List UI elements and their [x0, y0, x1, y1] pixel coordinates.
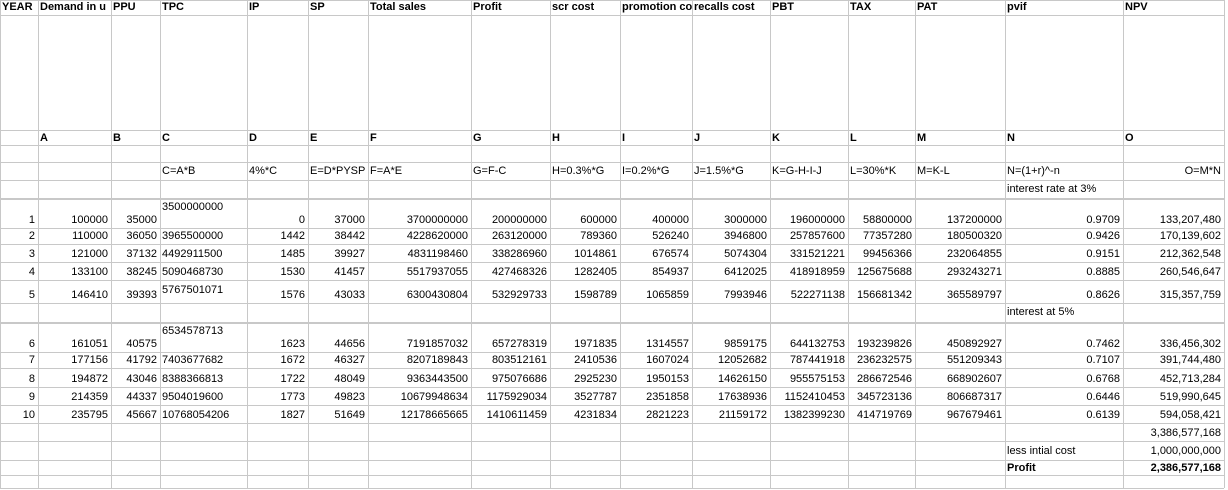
- data-cell[interactable]: 7191857032: [406, 338, 468, 350]
- data-cell[interactable]: 519,990,645: [1159, 391, 1221, 403]
- data-cell[interactable]: 177156: [71, 354, 108, 366]
- data-cell[interactable]: 365589797: [946, 289, 1002, 301]
- header-cell[interactable]: SP: [310, 1, 325, 13]
- data-cell[interactable]: 644132753: [789, 338, 845, 350]
- data-cell[interactable]: 236232575: [856, 354, 912, 366]
- data-cell[interactable]: 3965500000: [162, 230, 224, 242]
- column-letter-cell[interactable]: K: [772, 132, 780, 144]
- column-letter-cell[interactable]: J: [694, 132, 701, 144]
- data-cell[interactable]: 125675688: [856, 266, 912, 278]
- data-cell[interactable]: 133,207,480: [1159, 214, 1221, 226]
- data-cell[interactable]: 551209343: [946, 354, 1002, 366]
- data-cell[interactable]: 0.7107: [1086, 354, 1120, 366]
- data-cell[interactable]: 5: [28, 289, 35, 301]
- data-cell[interactable]: 235795: [71, 409, 108, 421]
- data-cell[interactable]: 2821223: [646, 409, 689, 421]
- interest-label[interactable]: interest at 5%: [1007, 306, 1075, 318]
- data-cell[interactable]: 110000: [72, 230, 108, 242]
- total-npv-cell[interactable]: 3,386,577,168: [1150, 427, 1221, 439]
- data-cell[interactable]: 6300430804: [406, 289, 468, 301]
- data-cell[interactable]: 1598789: [574, 289, 617, 301]
- data-cell[interactable]: 12052682: [718, 354, 767, 366]
- data-cell[interactable]: 1152410453: [784, 391, 845, 403]
- formula-cell[interactable]: M=K-L: [917, 165, 950, 177]
- data-cell[interactable]: 427468326: [491, 266, 547, 278]
- formula-cell[interactable]: N=(1+r)^-n: [1007, 165, 1060, 177]
- data-cell[interactable]: 170,139,602: [1159, 230, 1221, 242]
- column-letter-cell[interactable]: L: [850, 132, 857, 144]
- data-cell[interactable]: 452,713,284: [1159, 373, 1221, 385]
- data-cell[interactable]: 4: [28, 266, 35, 278]
- formula-cell[interactable]: F=A*E: [370, 165, 403, 177]
- data-cell[interactable]: 4231834: [574, 409, 617, 421]
- data-cell[interactable]: 212,362,548: [1159, 248, 1221, 260]
- column-letter-cell[interactable]: D: [249, 132, 257, 144]
- data-cell[interactable]: 806687317: [946, 391, 1002, 403]
- data-cell[interactable]: 232064855: [946, 248, 1002, 260]
- data-cell[interactable]: 2410536: [574, 354, 617, 366]
- data-cell[interactable]: 1971835: [574, 338, 617, 350]
- data-cell[interactable]: 0.6139: [1086, 409, 1120, 421]
- formula-cell[interactable]: G=F-C: [473, 165, 507, 177]
- data-cell[interactable]: 1623: [280, 338, 305, 350]
- data-cell[interactable]: 77357280: [863, 230, 912, 242]
- data-cell[interactable]: 37132: [126, 248, 157, 260]
- data-cell[interactable]: 1282405: [574, 266, 617, 278]
- formula-cell[interactable]: 4%*C: [249, 165, 278, 177]
- data-cell[interactable]: 1530: [280, 266, 305, 278]
- data-cell[interactable]: 35000: [126, 214, 157, 226]
- data-cell[interactable]: 803512161: [491, 354, 547, 366]
- data-cell[interactable]: 180500320: [946, 230, 1002, 242]
- data-cell[interactable]: 0.6768: [1086, 373, 1120, 385]
- data-cell[interactable]: 345723136: [856, 391, 912, 403]
- data-cell[interactable]: 0.8626: [1086, 289, 1120, 301]
- formula-cell[interactable]: I=0.2%*G: [622, 165, 670, 177]
- data-cell[interactable]: 1314557: [646, 338, 689, 350]
- data-cell[interactable]: 657278319: [491, 338, 547, 350]
- data-cell[interactable]: 7403677682: [162, 354, 224, 366]
- data-cell[interactable]: 3946800: [724, 230, 767, 242]
- data-cell[interactable]: 257857600: [789, 230, 845, 242]
- data-cell[interactable]: 0: [298, 214, 305, 226]
- data-cell[interactable]: 315,357,759: [1159, 289, 1221, 301]
- formula-cell[interactable]: K=G-H-I-J: [772, 165, 822, 177]
- data-cell[interactable]: 5767501071: [162, 284, 224, 296]
- data-cell[interactable]: 2351858: [646, 391, 689, 403]
- data-cell[interactable]: 975076686: [491, 373, 547, 385]
- data-cell[interactable]: 1672: [280, 354, 305, 366]
- data-cell[interactable]: 39393: [126, 289, 157, 301]
- data-cell[interactable]: 522271138: [790, 289, 845, 301]
- data-cell[interactable]: 293243271: [946, 266, 1002, 278]
- data-cell[interactable]: 1827: [280, 409, 305, 421]
- column-letter-cell[interactable]: F: [370, 132, 377, 144]
- data-cell[interactable]: 39927: [334, 248, 365, 260]
- interest-label[interactable]: interest rate at 3%: [1007, 183, 1097, 195]
- data-cell[interactable]: 9363443500: [406, 373, 468, 385]
- data-cell[interactable]: 44656: [334, 338, 365, 350]
- data-cell[interactable]: 1773: [280, 391, 305, 403]
- column-letter-cell[interactable]: I: [622, 132, 626, 144]
- data-cell[interactable]: 214359: [71, 391, 108, 403]
- data-cell[interactable]: 7993946: [724, 289, 767, 301]
- data-cell[interactable]: 10679948634: [400, 391, 468, 403]
- data-cell[interactable]: 38245: [126, 266, 157, 278]
- data-cell[interactable]: 200000000: [491, 214, 547, 226]
- data-cell[interactable]: 336,456,302: [1159, 338, 1221, 350]
- data-cell[interactable]: 263120000: [491, 230, 547, 242]
- data-cell[interactable]: 1442: [280, 230, 305, 242]
- header-cell[interactable]: promotion co: [622, 1, 693, 13]
- data-cell[interactable]: 331521221: [789, 248, 845, 260]
- data-cell[interactable]: 5090468730: [162, 266, 224, 278]
- data-cell[interactable]: 4492911500: [162, 248, 223, 260]
- formula-cell[interactable]: O=M*N: [1184, 165, 1221, 177]
- data-cell[interactable]: 1485: [280, 248, 305, 260]
- data-cell[interactable]: 14626150: [718, 373, 767, 385]
- header-cell[interactable]: Profit: [473, 1, 502, 13]
- column-letter-cell[interactable]: O: [1125, 132, 1134, 144]
- data-cell[interactable]: 0.9426: [1086, 230, 1120, 242]
- formula-cell[interactable]: C=A*B: [162, 165, 196, 177]
- data-cell[interactable]: 526240: [652, 230, 689, 242]
- data-cell[interactable]: 3527787: [574, 391, 617, 403]
- data-cell[interactable]: 3: [28, 248, 35, 260]
- data-cell[interactable]: 3500000000: [162, 201, 224, 213]
- data-cell[interactable]: 286672546: [856, 373, 912, 385]
- data-cell[interactable]: 133100: [71, 266, 108, 278]
- data-cell[interactable]: 0.9151: [1086, 248, 1120, 260]
- data-cell[interactable]: 99456366: [863, 248, 912, 260]
- formula-cell[interactable]: J=1.5%*G: [694, 165, 744, 177]
- data-cell[interactable]: 9504019600: [162, 391, 224, 403]
- data-cell[interactable]: 45667: [126, 409, 157, 421]
- less-cost-label[interactable]: less intial cost: [1007, 445, 1076, 457]
- column-letter-cell[interactable]: B: [113, 132, 121, 144]
- data-cell[interactable]: 668902607: [946, 373, 1002, 385]
- data-cell[interactable]: 43033: [334, 289, 365, 301]
- data-cell[interactable]: 4831198460: [407, 248, 468, 260]
- data-cell[interactable]: 787441918: [789, 354, 845, 366]
- data-cell[interactable]: 789360: [580, 230, 617, 242]
- header-cell[interactable]: TPC: [162, 1, 184, 13]
- data-cell[interactable]: 194872: [71, 373, 108, 385]
- data-cell[interactable]: 58800000: [863, 214, 912, 226]
- data-cell[interactable]: 9: [28, 391, 35, 403]
- data-cell[interactable]: 3700000000: [406, 214, 468, 226]
- data-cell[interactable]: 37000: [334, 214, 365, 226]
- data-cell[interactable]: 391,744,480: [1159, 354, 1221, 366]
- data-cell[interactable]: 450892927: [946, 338, 1002, 350]
- header-cell[interactable]: Total sales: [370, 1, 427, 13]
- data-cell[interactable]: 41457: [334, 266, 365, 278]
- data-cell[interactable]: 10: [22, 409, 35, 421]
- column-letter-cell[interactable]: N: [1007, 132, 1015, 144]
- data-cell[interactable]: 40575: [126, 338, 157, 350]
- formula-cell[interactable]: H=0.3%*G: [552, 165, 605, 177]
- header-cell[interactable]: PBT: [772, 1, 794, 13]
- data-cell[interactable]: 38442: [334, 230, 365, 242]
- data-cell[interactable]: 2: [28, 230, 35, 242]
- data-cell[interactable]: 43046: [126, 373, 157, 385]
- data-cell[interactable]: 5074304: [724, 248, 767, 260]
- header-cell[interactable]: TAX: [850, 1, 872, 13]
- data-cell[interactable]: 418918959: [789, 266, 845, 278]
- column-letter-cell[interactable]: A: [40, 132, 48, 144]
- less-cost-value[interactable]: 1,000,000,000: [1150, 445, 1221, 457]
- data-cell[interactable]: 193239826: [856, 338, 912, 350]
- data-cell[interactable]: 9859175: [724, 338, 767, 350]
- data-cell[interactable]: 4228620000: [406, 230, 468, 242]
- data-cell[interactable]: 1950153: [646, 373, 689, 385]
- data-cell[interactable]: 8207189843: [406, 354, 468, 366]
- header-cell[interactable]: IP: [249, 1, 260, 13]
- data-cell[interactable]: 1576: [280, 289, 305, 301]
- header-cell[interactable]: Demand in u: [40, 1, 107, 13]
- data-cell[interactable]: 8388366813: [162, 373, 224, 385]
- data-cell[interactable]: 46327: [334, 354, 365, 366]
- data-cell[interactable]: 1607024: [646, 354, 689, 366]
- data-cell[interactable]: 121000: [71, 248, 108, 260]
- column-letter-cell[interactable]: E: [310, 132, 318, 144]
- data-cell[interactable]: 0.9709: [1086, 214, 1120, 226]
- data-cell[interactable]: 51649: [334, 409, 365, 421]
- profit-value[interactable]: 2,386,577,168: [1150, 462, 1221, 474]
- data-cell[interactable]: 100000: [71, 214, 108, 226]
- data-cell[interactable]: 0.8885: [1086, 266, 1120, 278]
- data-cell[interactable]: 6412025: [724, 266, 767, 278]
- data-cell[interactable]: 1410611459: [486, 409, 547, 421]
- data-cell[interactable]: 338286960: [491, 248, 547, 260]
- data-cell[interactable]: 161051: [71, 338, 108, 350]
- data-cell[interactable]: 137200000: [946, 214, 1002, 226]
- column-letter-cell[interactable]: C: [162, 132, 170, 144]
- header-cell[interactable]: pvif: [1007, 1, 1027, 13]
- data-cell[interactable]: 400000: [652, 214, 689, 226]
- data-cell[interactable]: 21159172: [718, 409, 767, 421]
- data-cell[interactable]: 2925230: [574, 373, 617, 385]
- data-cell[interactable]: 1014861: [574, 248, 617, 260]
- data-cell[interactable]: 0.7462: [1086, 338, 1120, 350]
- data-cell[interactable]: 146410: [71, 289, 108, 301]
- data-cell[interactable]: 156681342: [856, 289, 912, 301]
- data-cell[interactable]: 6: [28, 338, 35, 350]
- data-cell[interactable]: 1722: [280, 373, 305, 385]
- column-letter-cell[interactable]: M: [917, 132, 927, 144]
- data-cell[interactable]: 10768054206: [162, 409, 230, 421]
- data-cell[interactable]: 17638936: [718, 391, 767, 403]
- formula-cell[interactable]: E=D*PYSP: [310, 165, 366, 177]
- data-cell[interactable]: 8: [28, 373, 35, 385]
- column-letter-cell[interactable]: H: [552, 132, 560, 144]
- data-cell[interactable]: 48049: [334, 373, 365, 385]
- data-cell[interactable]: 3000000: [724, 214, 767, 226]
- data-cell[interactable]: 41792: [126, 354, 157, 366]
- data-cell[interactable]: 967679461: [946, 409, 1002, 421]
- data-cell[interactable]: 1065859: [646, 289, 689, 301]
- profit-label[interactable]: Profit: [1007, 462, 1036, 474]
- data-cell[interactable]: 36050: [126, 230, 157, 242]
- data-cell[interactable]: 49823: [334, 391, 365, 403]
- data-cell[interactable]: 196000000: [789, 214, 845, 226]
- data-cell[interactable]: 1175929034: [486, 391, 547, 403]
- data-cell[interactable]: 600000: [580, 214, 617, 226]
- header-cell[interactable]: PAT: [917, 1, 938, 13]
- data-cell[interactable]: 260,546,647: [1159, 266, 1221, 278]
- data-cell[interactable]: 854937: [652, 266, 689, 278]
- data-cell[interactable]: 44337: [126, 391, 157, 403]
- header-cell[interactable]: PPU: [113, 1, 136, 13]
- data-cell[interactable]: 414719769: [856, 409, 912, 421]
- data-cell[interactable]: 1: [28, 214, 35, 226]
- data-cell[interactable]: 6534578713: [162, 325, 224, 337]
- data-cell[interactable]: 676574: [652, 248, 689, 260]
- data-cell[interactable]: 1382399230: [783, 409, 845, 421]
- data-cell[interactable]: 12178665665: [400, 409, 468, 421]
- data-cell[interactable]: 955575153: [789, 373, 845, 385]
- column-letter-cell[interactable]: G: [473, 132, 482, 144]
- header-cell[interactable]: scr cost: [552, 1, 595, 13]
- data-cell[interactable]: 594,058,421: [1159, 409, 1221, 421]
- data-cell[interactable]: 0.6446: [1086, 391, 1120, 403]
- header-cell[interactable]: YEAR: [2, 1, 33, 13]
- data-cell[interactable]: 532929733: [491, 289, 547, 301]
- data-cell[interactable]: 7: [28, 354, 35, 366]
- formula-cell[interactable]: L=30%*K: [850, 165, 897, 177]
- data-cell[interactable]: 5517937055: [406, 266, 468, 278]
- header-cell[interactable]: NPV: [1125, 1, 1148, 13]
- header-cell[interactable]: recalls cost: [694, 1, 755, 13]
